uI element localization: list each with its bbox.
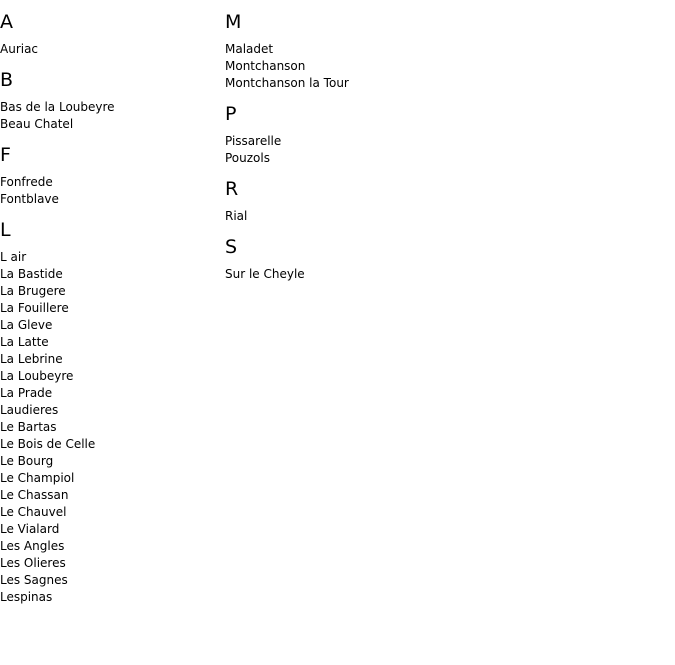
- letter-group-r: [225, 178, 525, 225]
- place-link[interactable]: Auriac: [0, 42, 39, 56]
- place-link[interactable]: Fontblave: [0, 192, 59, 206]
- place-link[interactable]: Lespinas: [0, 590, 53, 604]
- place-link[interactable]: Les Angles: [0, 539, 65, 553]
- place-link[interactable]: Bas de la Loubeyre: [0, 100, 115, 114]
- place-link[interactable]: La Loubeyre: [0, 369, 74, 383]
- letter-heading: S: [225, 236, 238, 258]
- place-link[interactable]: Le Chauvel: [0, 505, 67, 519]
- letter-heading: F: [0, 144, 11, 166]
- letter-heading: R: [225, 178, 239, 200]
- letter-group-b: [0, 69, 220, 133]
- place-link[interactable]: Le Vialard: [0, 522, 60, 536]
- place-list: [0, 41, 220, 58]
- place-list: [225, 41, 525, 92]
- place-link[interactable]: Laudieres: [0, 403, 59, 417]
- index-column-left: [0, 11, 220, 617]
- place-link[interactable]: La Latte: [0, 335, 49, 349]
- letter-heading: M: [225, 11, 242, 33]
- letter-group-m: [225, 11, 525, 92]
- place-link[interactable]: Le Bartas: [0, 420, 57, 434]
- place-link[interactable]: Maladet: [225, 42, 274, 56]
- letter-group-s: [225, 236, 525, 283]
- place-list: [0, 174, 220, 208]
- place-link[interactable]: La Brugere: [0, 284, 66, 298]
- place-list: [0, 99, 220, 133]
- letter-heading: B: [0, 69, 14, 91]
- place-list: [225, 133, 525, 167]
- letter-group-l: [0, 219, 220, 606]
- place-link[interactable]: Rial: [225, 209, 248, 223]
- letter-heading: P: [225, 103, 237, 125]
- place-link[interactable]: Montchanson la Tour: [225, 76, 349, 90]
- index-column-right: [225, 11, 525, 294]
- place-link[interactable]: Les Sagnes: [0, 573, 68, 587]
- place-link[interactable]: Le Bois de Celle: [0, 437, 96, 451]
- letter-group-p: [225, 103, 525, 167]
- place-link[interactable]: La Fouillere: [0, 301, 69, 315]
- place-link[interactable]: Les Olieres: [0, 556, 66, 570]
- place-link[interactable]: Sur le Cheyle: [225, 267, 305, 281]
- place-link[interactable]: Le Champiol: [0, 471, 75, 485]
- place-list: [225, 266, 525, 283]
- place-link[interactable]: Pissarelle: [225, 134, 282, 148]
- place-link[interactable]: Fonfrede: [0, 175, 53, 189]
- letter-group-a: [0, 11, 220, 58]
- place-link[interactable]: La Lebrine: [0, 352, 63, 366]
- place-list: [0, 249, 220, 606]
- place-link[interactable]: Pouzols: [225, 151, 270, 165]
- place-link[interactable]: Le Chassan: [0, 488, 69, 502]
- place-link[interactable]: La Prade: [0, 386, 53, 400]
- place-link[interactable]: Montchanson: [225, 59, 306, 73]
- place-link[interactable]: L air: [0, 250, 27, 264]
- place-link[interactable]: Le Bourg: [0, 454, 54, 468]
- letter-heading: A: [0, 11, 13, 33]
- letter-group-f: [0, 144, 220, 208]
- place-link[interactable]: Beau Chatel: [0, 117, 74, 131]
- place-list: [225, 208, 525, 225]
- place-link[interactable]: La Gleve: [0, 318, 53, 332]
- letter-heading: L: [0, 219, 11, 241]
- place-link[interactable]: La Bastide: [0, 267, 63, 281]
